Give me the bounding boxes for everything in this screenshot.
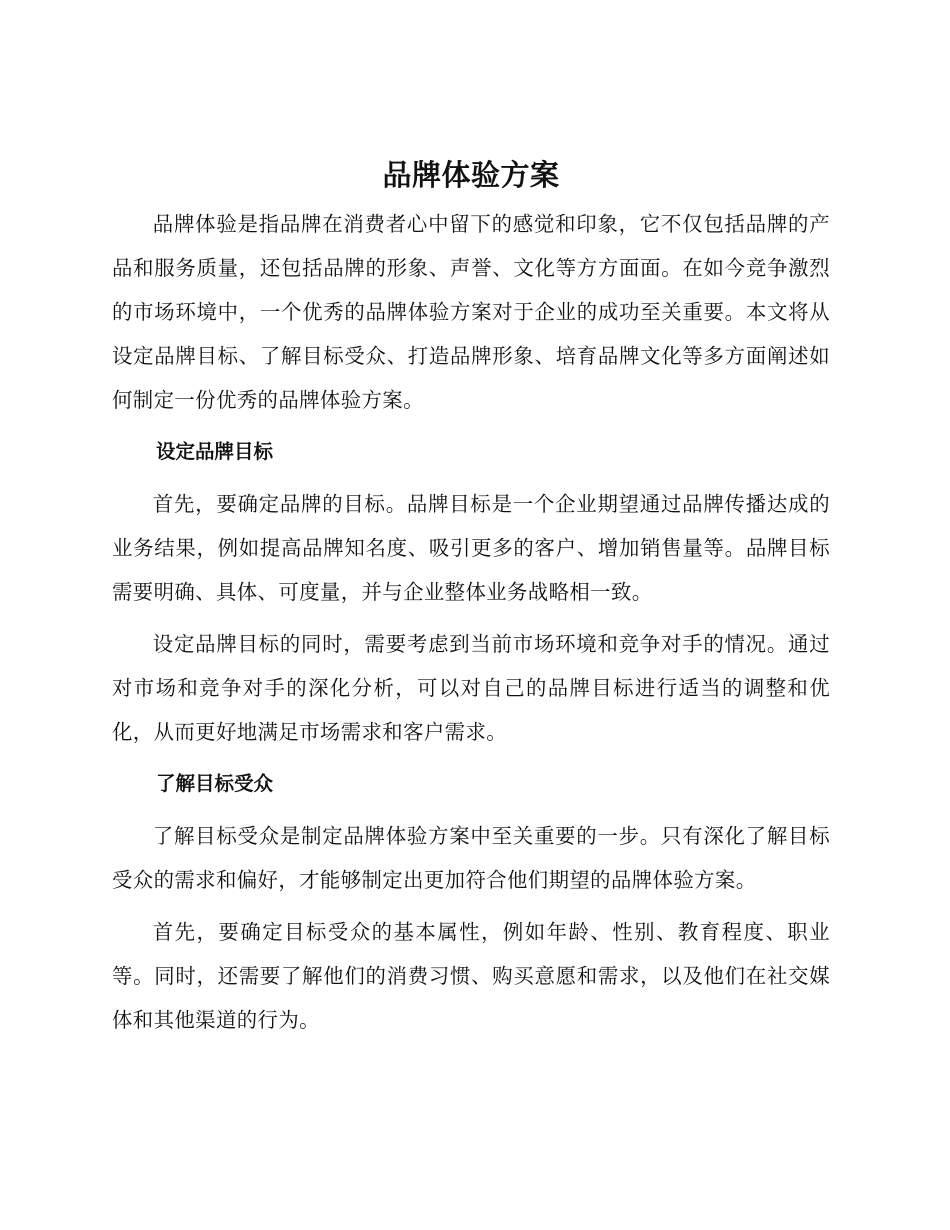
spacer: [112, 614, 830, 622]
goal-paragraph-1: 首先，要确定品牌的目标。品牌目标是一个企业期望通过品牌传播达成的业务结果，例如提高品牌知名度、吸引更多的客户、增加销售量等。品牌目标需要明确、具体、可度量，并与企业整体业务战略相一致。: [112, 492, 830, 604]
document-page: [112, 148, 830, 1042]
section-heading-audience: 了解目标受众: [156, 772, 274, 795]
spacer: [112, 422, 830, 430]
intro-paragraph: 品牌体验是指品牌在消费者心中留下的感觉和印象，它不仅包括品牌的产品和服务质量，还包括品牌的形象、声誉、文化等方方面面。在如今竞争激烈的市场环境中，一个优秀的品牌体验方案对于企业的成功至关重要。本文将从设定品牌目标、了解目标受众、打造品牌形象、培育品牌文化等多方面阐述如何制定一份优秀的品牌体验方案。: [112, 212, 830, 412]
document-title: 品牌体验方案: [382, 158, 560, 192]
audience-paragraph-2: 首先，要确定目标受众的基本属性，例如年龄、性别、教育程度、职业等。同时，还需要了解他们的消费习惯、购买意愿和需求，以及他们在社交媒体和其他渠道的行为。: [112, 920, 830, 1032]
audience-paragraph-1: 了解目标受众是制定品牌体验方案中至关重要的一步。只有深化了解目标受众的需求和偏好，才能够制定出更加符合他们期望的品牌体验方案。: [112, 824, 830, 892]
spacer: [112, 902, 830, 910]
goal-paragraph-2: 设定品牌目标的同时，需要考虑到当前市场环境和竞争对手的情况。通过对市场和竞争对手的深化分析，可以对自己的品牌目标进行适当的调整和优化，从而更好地满足市场需求和客户需求。: [112, 632, 830, 744]
spacer: [112, 806, 830, 814]
spacer: [112, 474, 830, 482]
section-heading-goal: 设定品牌目标: [156, 440, 274, 463]
spacer: [112, 754, 830, 762]
